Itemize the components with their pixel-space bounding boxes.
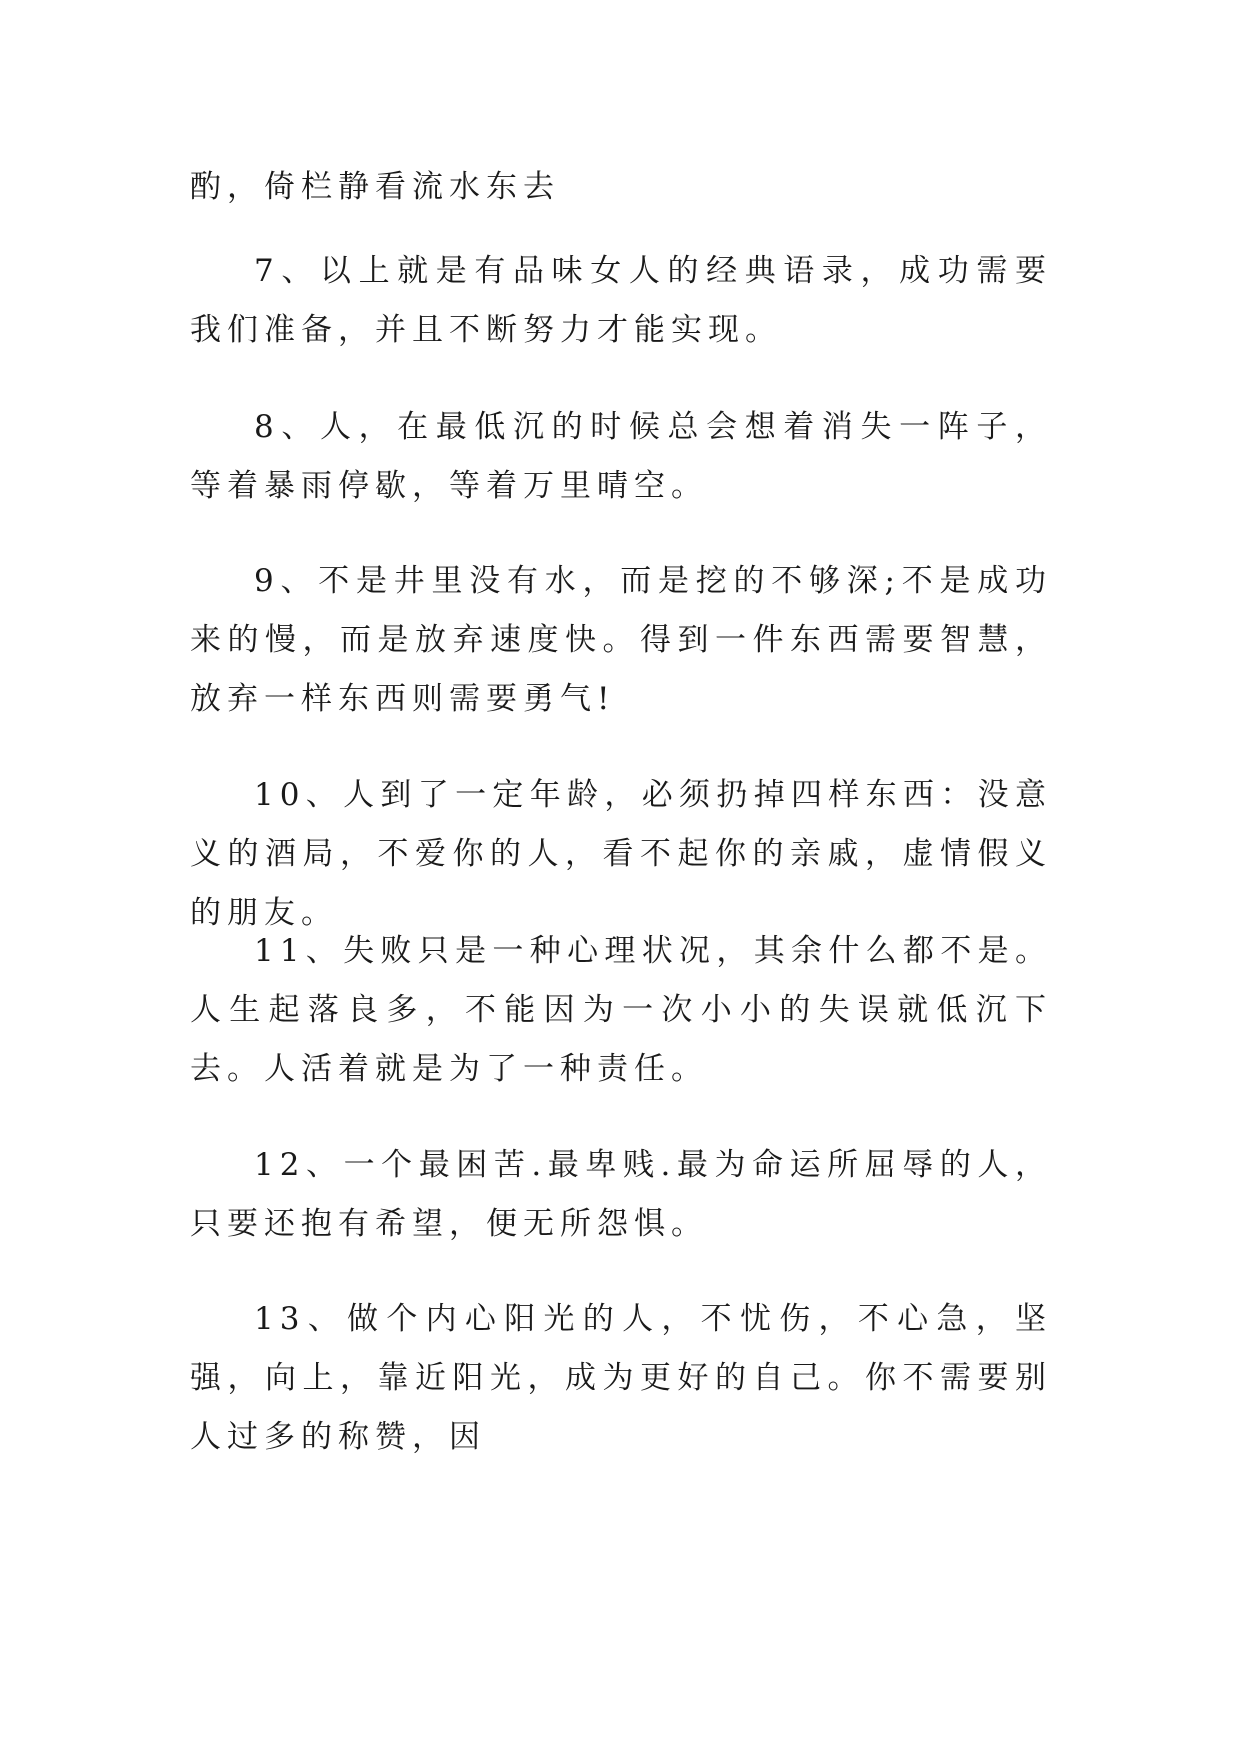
- paragraph-7: 7、以上就是有品味女人的经典语录，成功需要我们准备，并且不断努力才能实现。: [190, 253, 1052, 348]
- paragraph-continuation: 酌，倚栏静看流水东去: [190, 169, 560, 205]
- paragraph-13: 13、做个内心阳光的人，不忧伤，不心急，坚强，向上，靠近阳光，成为更好的自己。你不需要别人过多的称赞，因: [190, 1301, 1052, 1455]
- paragraph-11: 11、失败只是一种心理状况，其余什么都不是。人生起落良多，不能因为一次小小的失误就低沉下去。人活着就是为了一种责任。: [190, 933, 1052, 1087]
- paragraph-9: 9、不是井里没有水，而是挖的不够深;不是成功来的慢，而是放弃速度快。得到一件东西需要智慧，放弃一样东西则需要勇气!: [190, 563, 1052, 717]
- paragraph-8: 8、人，在最低沉的时候总会想着消失一阵子，等着暴雨停歇，等着万里晴空。: [190, 409, 1052, 504]
- paragraph-10: 10、人到了一定年龄，必须扔掉四样东西：没意义的酒局，不爱你的人，看不起你的亲戚，虚情假义的朋友。: [190, 777, 1052, 931]
- paragraph-12: 12、一个最困苦.最卑贱.最为命运所屈辱的人，只要还抱有希望，便无所怨惧。: [190, 1147, 1052, 1242]
